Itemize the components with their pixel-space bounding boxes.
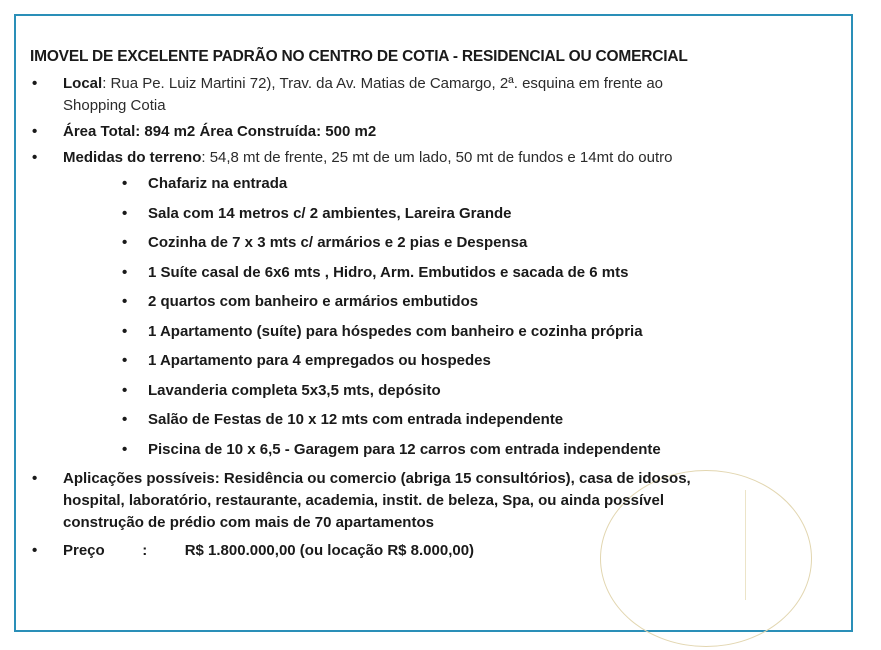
bullet-icon: • <box>122 352 128 369</box>
medidas-item <box>30 147 830 169</box>
aplicacoes-line2: hospital, laboratório, restaurante, academia, instit. de beleza, Spa, ou ainda possível <box>63 492 665 509</box>
medidas-value: : 54,8 mt de frente, 25 mt de um lado, 50 mt de fundos e 14mt do outro <box>201 149 673 166</box>
bullet-icon: • <box>32 123 38 140</box>
local-value-line2: Shopping Cotia <box>63 97 166 114</box>
feature-item <box>30 291 830 313</box>
feature-text: Piscina de 10 x 6,5 - Garagem para 12 carros com entrada independente <box>148 440 661 458</box>
feature-item <box>30 380 830 402</box>
feature-item <box>30 439 830 461</box>
bullet-icon: • <box>122 204 128 222</box>
bullet-icon: • <box>32 470 38 487</box>
preco-separator: : <box>142 542 148 559</box>
local-value: : Rua Pe. Luiz Martini 72), Trav. da Av. Matias de Camargo, 2ª. esquina em frente ao <box>102 75 664 92</box>
bullet-icon: • <box>122 175 128 192</box>
feature-text: Chafariz na entrada <box>148 175 288 192</box>
feature-text: 1 Suíte casal de 6x6 mts , Hidro, Arm. Embutidos e sacada de 6 mts <box>148 263 629 281</box>
feature-item <box>30 232 830 254</box>
area-label: Área Total: 894 m2 Área Construída: 500 m2 <box>63 123 377 140</box>
medidas-label: Medidas do terreno <box>63 149 202 166</box>
feature-text: Lavanderia completa 5x3,5 mts, depósito <box>148 381 441 399</box>
feature-item <box>30 262 830 284</box>
preco-item <box>30 540 830 562</box>
feature-item <box>30 173 830 195</box>
feature-text: Sala com 14 metros c/ 2 ambientes, Lareira Grande <box>148 204 512 222</box>
page-title: IMOVEL DE EXCELENTE PADRÃO NO CENTRO DE COTIA - RESIDENCIAL OU COMERCIAL <box>30 48 688 65</box>
bullet-icon: • <box>122 411 128 428</box>
aplicacoes-item <box>30 468 830 534</box>
bullet-icon: • <box>122 440 128 458</box>
bullet-icon: • <box>32 542 38 559</box>
area-item <box>30 121 830 143</box>
bullet-icon: • <box>32 75 38 92</box>
feature-text: 1 Apartamento para 4 empregados ou hospedes <box>148 352 491 369</box>
features-list <box>30 173 830 461</box>
preco-value: R$ 1.800.000,00 (ou locação R$ 8.000,00) <box>184 542 475 559</box>
bullet-icon: • <box>122 234 128 251</box>
feature-text: Cozinha de 7 x 3 mts c/ armários e 2 pias e Despensa <box>148 234 528 251</box>
local-label: Local <box>63 75 103 92</box>
bullet-icon: • <box>122 263 128 281</box>
aplicacoes-line3: construção de prédio com mais de 70 apartamentos <box>63 514 434 531</box>
aplicacoes-line1: Aplicações possíveis: Residência ou comercio (abriga 15 consultórios), casa de idosos, <box>63 470 691 487</box>
document-content <box>30 46 830 566</box>
local-item <box>30 73 830 117</box>
feature-text: 1 Apartamento (suíte) para hóspedes com banheiro e cozinha própria <box>148 322 643 340</box>
feature-text: 2 quartos com banheiro e armários embutidos <box>148 293 479 310</box>
feature-item <box>30 203 830 225</box>
feature-item <box>30 409 830 431</box>
feature-item <box>30 350 830 372</box>
preco-label: Preço <box>63 542 105 559</box>
bullet-icon: • <box>122 381 128 399</box>
bullet-icon: • <box>122 322 128 340</box>
feature-item <box>30 321 830 343</box>
feature-text: Salão de Festas de 10 x 12 mts com entrada independente <box>148 411 564 428</box>
bullet-icon: • <box>32 149 38 166</box>
bullet-icon: • <box>122 293 128 310</box>
